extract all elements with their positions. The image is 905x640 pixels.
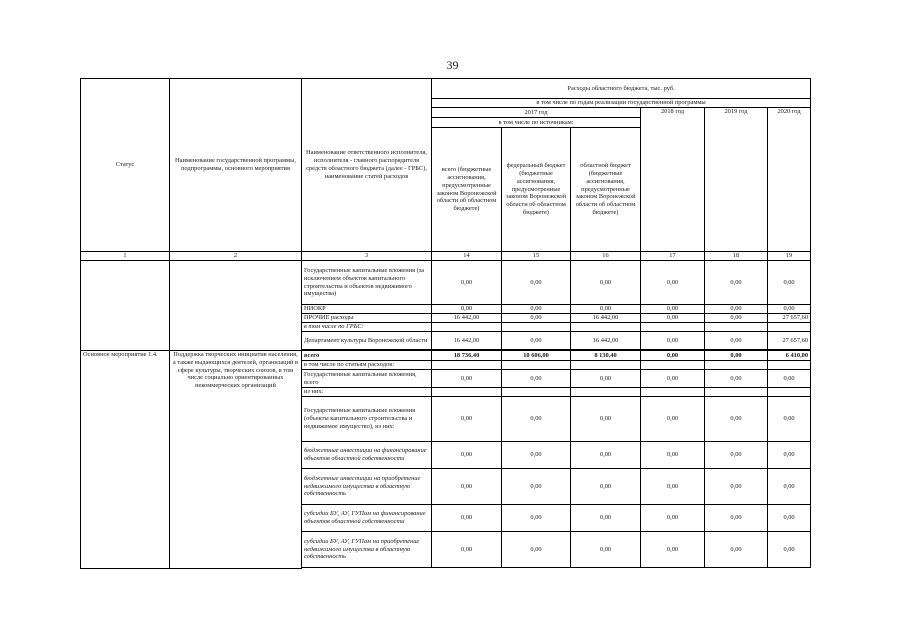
- value-cell: 0,00: [432, 397, 502, 442]
- value-cell: 10 606,00: [502, 351, 571, 361]
- value-cell: 0,00: [641, 442, 705, 469]
- value-cell: 0,00: [641, 332, 705, 350]
- page-number: 39: [446, 58, 459, 72]
- column-numbers-row: [81, 252, 811, 261]
- value-cell: 0,00: [502, 305, 571, 314]
- col-number: 14: [432, 252, 502, 261]
- row-label: Государственные капитальные вложения (объекты капитального строительства и недвижимое имущество), из них:: [302, 397, 432, 442]
- row-label: Государственные капитальные вложения (за исключением объектов капитального строительства и объектов недвижимого имущества): [302, 261, 432, 305]
- value-cell: 27 657,60: [768, 314, 811, 323]
- value-cell: 0,00: [641, 351, 705, 361]
- row-label: бюджетные инвестиции на финансирование объектов областной собственности: [302, 442, 432, 469]
- value-cell: 16 442,00: [571, 332, 641, 350]
- col-number: 3: [302, 252, 432, 261]
- col-number: 16: [571, 252, 641, 261]
- table-row: [81, 351, 811, 361]
- value-cell: 16 442,00: [432, 332, 502, 350]
- row-label: Департамент культуры Воронежской области: [302, 332, 432, 350]
- value-cell: 0,00: [432, 532, 502, 568]
- value-cell: 16 442,00: [571, 314, 641, 323]
- articles-note: в том числе по статьям расходов:: [302, 361, 432, 370]
- col-number: 18: [705, 252, 768, 261]
- value-cell: 0,00: [768, 397, 811, 442]
- row-label: НИОКР: [302, 305, 432, 314]
- row-label: субсидии БУ, АУ, ГУПам на приобретение недвижимого имущества в областную собственность: [302, 532, 432, 568]
- grbs-note: в том числе по ГРБС:: [302, 323, 432, 332]
- value-cell: 0,00: [641, 469, 705, 505]
- header-total: всего (бюджетные ассигнования, предусмотренные законом Воронежской области об областном бюджете): [432, 128, 502, 252]
- value-cell: 0,00: [705, 397, 768, 442]
- value-cell: 0,00: [432, 442, 502, 469]
- header-regional: областной бюджет (бюджетные ассигнования, предусмотренные законом Воронежской области об областном бюджете): [571, 128, 641, 252]
- empty-name-cell: [170, 261, 302, 351]
- value-cell: 0,00: [641, 370, 705, 388]
- empty-status-cell: [81, 261, 170, 351]
- value-cell: 0,00: [502, 469, 571, 505]
- program-name-cell: Поддержка творческих инициатив населения, а также выдающихся деятелей, организаций в сфере культуры, творческих союзов, в том числе социально ориентированных некоммерческих организаций: [170, 351, 302, 569]
- value-cell: 0,00: [705, 305, 768, 314]
- value-cell: 0,00: [432, 505, 502, 532]
- value-cell: 0,00: [571, 305, 641, 314]
- value-cell: 0,00: [502, 314, 571, 323]
- value-cell: 0,00: [641, 532, 705, 568]
- value-cell: 0,00: [641, 261, 705, 305]
- value-cell: 0,00: [432, 261, 502, 305]
- value-cell: 0,00: [571, 505, 641, 532]
- value-cell: 0,00: [768, 305, 811, 314]
- value-cell: 0,00: [768, 370, 811, 388]
- value-cell: 0,00: [768, 261, 811, 305]
- row-label: всего: [302, 351, 432, 361]
- header-program-name: Наименование государственной программы, подпрограммы, основного мероприятия: [170, 79, 302, 252]
- header-year-2020: 2020 год: [768, 108, 811, 252]
- value-cell: 0,00: [705, 370, 768, 388]
- value-cell: 0,00: [705, 505, 768, 532]
- value-cell: 0,00: [705, 442, 768, 469]
- value-cell: 27 657,60: [768, 332, 811, 350]
- value-cell: 0,00: [571, 469, 641, 505]
- value-cell: 0,00: [502, 505, 571, 532]
- value-cell: 0,00: [705, 261, 768, 305]
- value-cell: 0,00: [705, 314, 768, 323]
- row-label: субсидии БУ, АУ, ГУПам на финансирование объектов областной собственности: [302, 505, 432, 532]
- budget-table: [80, 78, 811, 569]
- value-cell: 0,00: [641, 505, 705, 532]
- header-status: Статус: [81, 79, 170, 252]
- value-cell: 0,00: [705, 532, 768, 568]
- header-year-2018: 2018 год: [641, 108, 705, 252]
- col-number: 15: [502, 252, 571, 261]
- col-number: 17: [641, 252, 705, 261]
- value-cell: 0,00: [502, 397, 571, 442]
- header-by-sources: в том числе по источникам:: [432, 118, 641, 128]
- value-cell: 0,00: [502, 261, 571, 305]
- value-cell: 0,00: [502, 442, 571, 469]
- value-cell: 8 130,40: [571, 351, 641, 361]
- value-cell: 0,00: [705, 469, 768, 505]
- row-label: бюджетные инвестиции на приобретение недвижимого имущества в областную собственность: [302, 469, 432, 505]
- status-cell: Основное мероприятие 1.4.: [81, 351, 170, 569]
- value-cell: 0,00: [705, 351, 768, 361]
- table-row: [81, 261, 811, 305]
- value-cell: 0,00: [768, 442, 811, 469]
- value-cell: 0,00: [571, 370, 641, 388]
- col-number: 2: [170, 252, 302, 261]
- value-cell: 0,00: [768, 469, 811, 505]
- value-cell: 0,00: [502, 370, 571, 388]
- value-cell: 16 442,00: [432, 314, 502, 323]
- value-cell: 6 410,00: [768, 351, 811, 361]
- header-federal: федеральный бюджет (бюджетные ассигнования, предусмотренные законом Воронежской области об областном бюджете): [502, 128, 571, 252]
- value-cell: 0,00: [768, 532, 811, 568]
- value-cell: 0,00: [768, 505, 811, 532]
- value-cell: 0,00: [432, 305, 502, 314]
- value-cell: 0,00: [432, 469, 502, 505]
- value-cell: 0,00: [641, 397, 705, 442]
- value-cell: 0,00: [641, 305, 705, 314]
- value-cell: 0,00: [571, 532, 641, 568]
- header-year-2019: 2019 год: [705, 108, 768, 252]
- header-by-years: в том числе по годам реализации государственной программы: [432, 99, 811, 108]
- col-number: 1: [81, 252, 170, 261]
- value-cell: 0,00: [571, 442, 641, 469]
- value-cell: 0,00: [641, 314, 705, 323]
- value-cell: 0,00: [705, 332, 768, 350]
- header-year-2017: 2017 год: [432, 108, 641, 118]
- row-label: ПРОЧИЕ расходы: [302, 314, 432, 323]
- col-number: 19: [768, 252, 811, 261]
- value-cell: 0,00: [502, 332, 571, 350]
- header-executor-name: Наименование ответственного исполнителя, исполнителя - главного распорядителя средств областного бюджета (далее - ГРБС), наименование статей расходов: [302, 79, 432, 252]
- value-cell: 0,00: [571, 397, 641, 442]
- value-cell: 18 736,40: [432, 351, 502, 361]
- of-which-note: из них:: [302, 388, 432, 397]
- value-cell: 0,00: [571, 261, 641, 305]
- value-cell: 0,00: [502, 532, 571, 568]
- value-cell: 0,00: [432, 370, 502, 388]
- row-label: Государственные капитальные вложения, всего: [302, 370, 432, 388]
- header-expenses: Расходы областного бюджета, тыс. руб.: [432, 79, 811, 99]
